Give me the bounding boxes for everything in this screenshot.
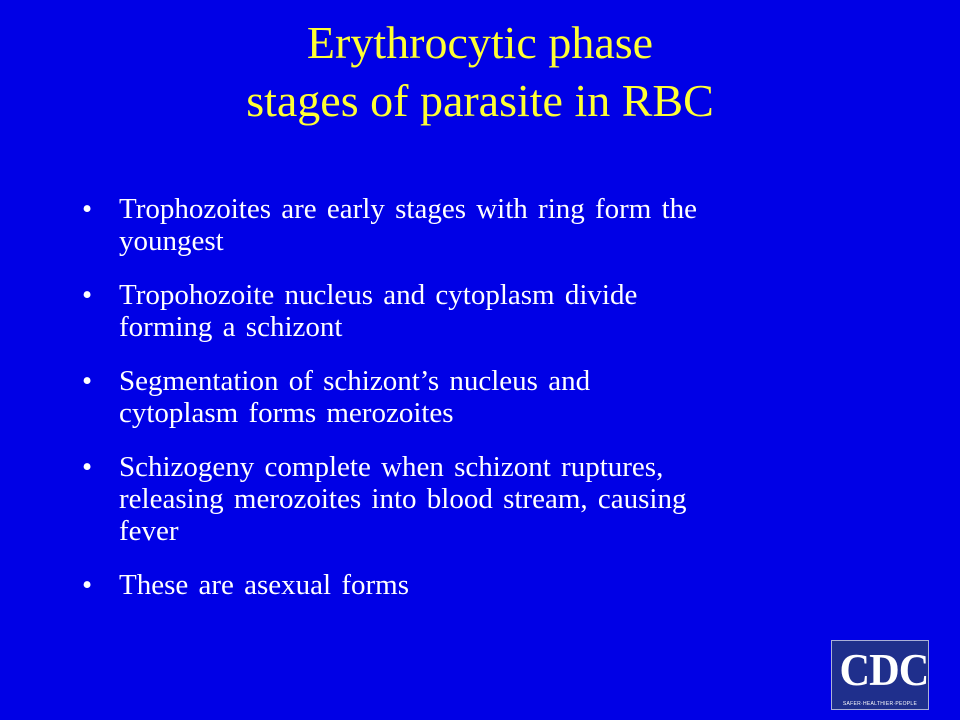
bullet-line: youngest bbox=[119, 225, 224, 257]
cdc-logo bbox=[831, 640, 929, 710]
bullet-line: Segmentation of schizont’s nucleus and bbox=[119, 365, 591, 397]
bullet-item bbox=[82, 193, 862, 257]
bullet-item bbox=[82, 279, 862, 343]
bullet-dot-icon: • bbox=[82, 193, 93, 225]
bullet-dot-icon: • bbox=[82, 279, 93, 311]
bullet-item bbox=[82, 365, 862, 429]
slide-title bbox=[0, 14, 960, 130]
bullet-item bbox=[82, 569, 862, 601]
bullet-line: releasing merozoites into blood stream, causing bbox=[119, 483, 687, 515]
title-line-2: stages of parasite in RBC bbox=[246, 75, 714, 126]
bullet-line: Tropohozoite nucleus and cytoplasm divide bbox=[119, 279, 638, 311]
bullet-dot-icon: • bbox=[82, 569, 93, 601]
bullet-line: cytoplasm forms merozoites bbox=[119, 397, 454, 429]
bullet-line: Trophozoites are early stages with ring form the bbox=[119, 193, 698, 225]
title-line-1: Erythrocytic phase bbox=[306, 17, 654, 68]
bullet-line: fever bbox=[119, 515, 179, 547]
cdc-logo-text: CDC bbox=[839, 644, 929, 695]
bullet-dot-icon: • bbox=[82, 451, 93, 483]
bullet-line: Schizogeny complete when schizont ruptures, bbox=[119, 451, 664, 483]
bullet-item bbox=[82, 451, 862, 547]
bullet-line: These are asexual forms bbox=[119, 569, 410, 601]
bullet-line: forming a schizont bbox=[119, 311, 343, 343]
bullet-list bbox=[82, 193, 862, 623]
bullet-dot-icon: • bbox=[82, 365, 93, 397]
cdc-logo-tagline: SAFER·HEALTHIER·PEOPLE bbox=[842, 701, 918, 707]
